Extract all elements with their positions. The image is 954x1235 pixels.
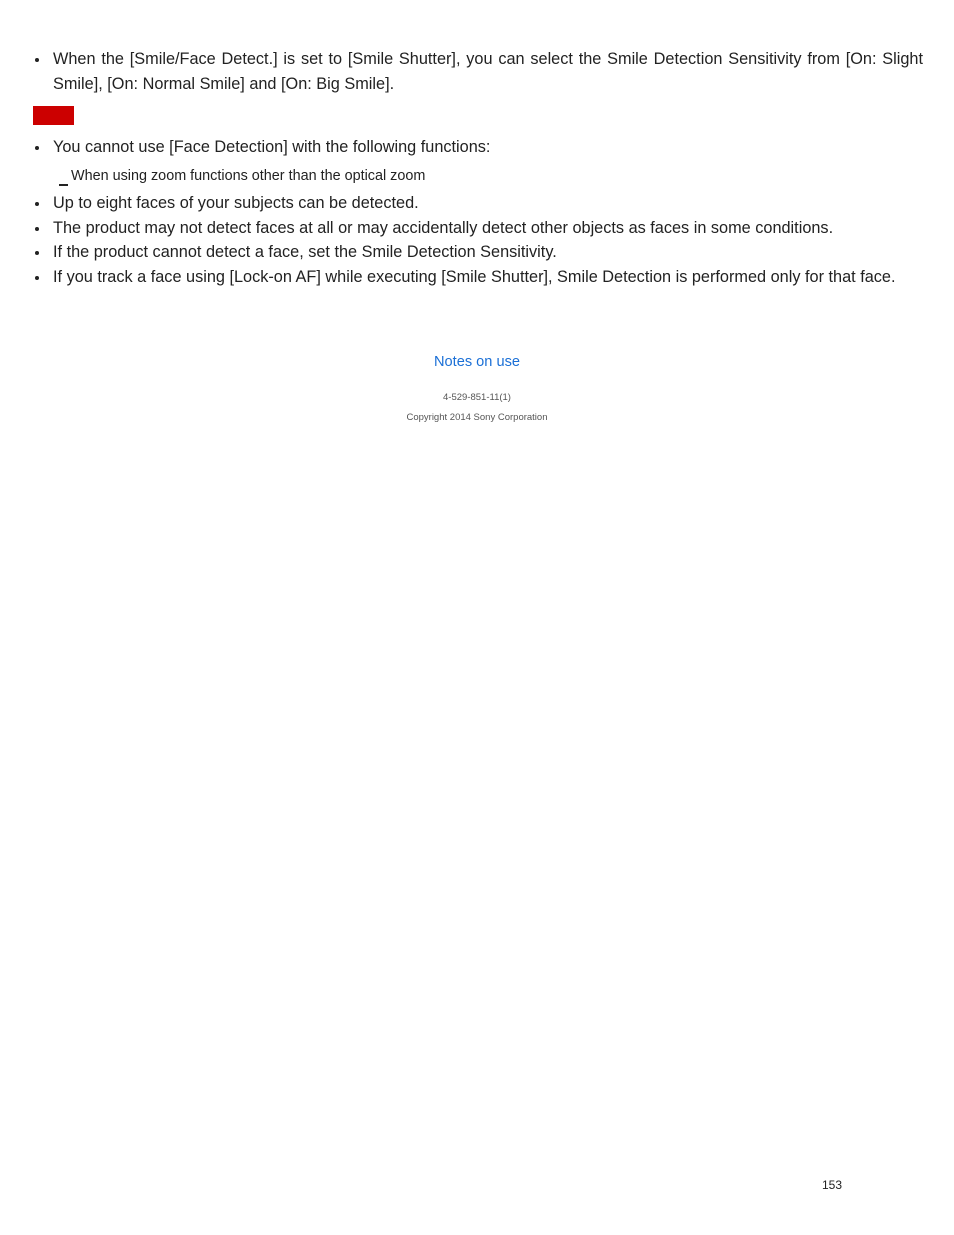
intro-bullet-list — [33, 47, 923, 96]
page-number: 153 — [821, 1178, 842, 1192]
list-item — [33, 216, 923, 241]
bullet-dot-icon — [35, 58, 39, 62]
bullet-text: The product may not detect faces at all or may accidentally detect other objects as faces in some conditions. — [53, 218, 834, 237]
bullet-text: You cannot use [Face Detection] with the following functions: — [53, 138, 491, 156]
copyright-text: Copyright 2014 Sony Corporation — [406, 412, 548, 423]
notes-on-use-link[interactable]: Notes on use — [434, 354, 520, 370]
note-sub-item — [59, 166, 425, 186]
bullet-text: When the [Smile/Face Detect.] is set to [Smile Shutter], you can select the Smile Detection Sensitivity from [On: Slight Smile], [On: Normal Smile] and [On: Big Smile]. — [53, 50, 923, 93]
bullet-dot-icon — [35, 227, 39, 231]
bullet-text: If the product cannot detect a face, set the Smile Detection Sensitivity. — [53, 243, 557, 261]
more-bullet-list — [33, 191, 923, 289]
bullet-dot-icon — [35, 202, 39, 206]
note-bullet-list — [33, 135, 923, 160]
list-item — [33, 265, 923, 290]
sub-item-text: When using zoom functions other than the optical zoom — [71, 168, 426, 184]
note-badge — [33, 106, 74, 125]
bullet-text: If you track a face using [Lock-on AF] while executing [Smile Shutter], Smile Detection is performed only for that face. — [53, 267, 896, 286]
bullet-dot-icon — [35, 146, 39, 150]
bullet-text: Up to eight faces of your subjects can be detected. — [53, 194, 419, 212]
list-item — [33, 47, 923, 96]
list-item — [33, 135, 923, 160]
bullet-dot-icon — [35, 251, 39, 255]
dash-icon — [59, 184, 68, 186]
document-code: 4-529-851-11(1) — [443, 392, 511, 403]
bullet-dot-icon — [35, 276, 39, 280]
list-item — [33, 240, 923, 265]
list-item — [33, 191, 923, 216]
